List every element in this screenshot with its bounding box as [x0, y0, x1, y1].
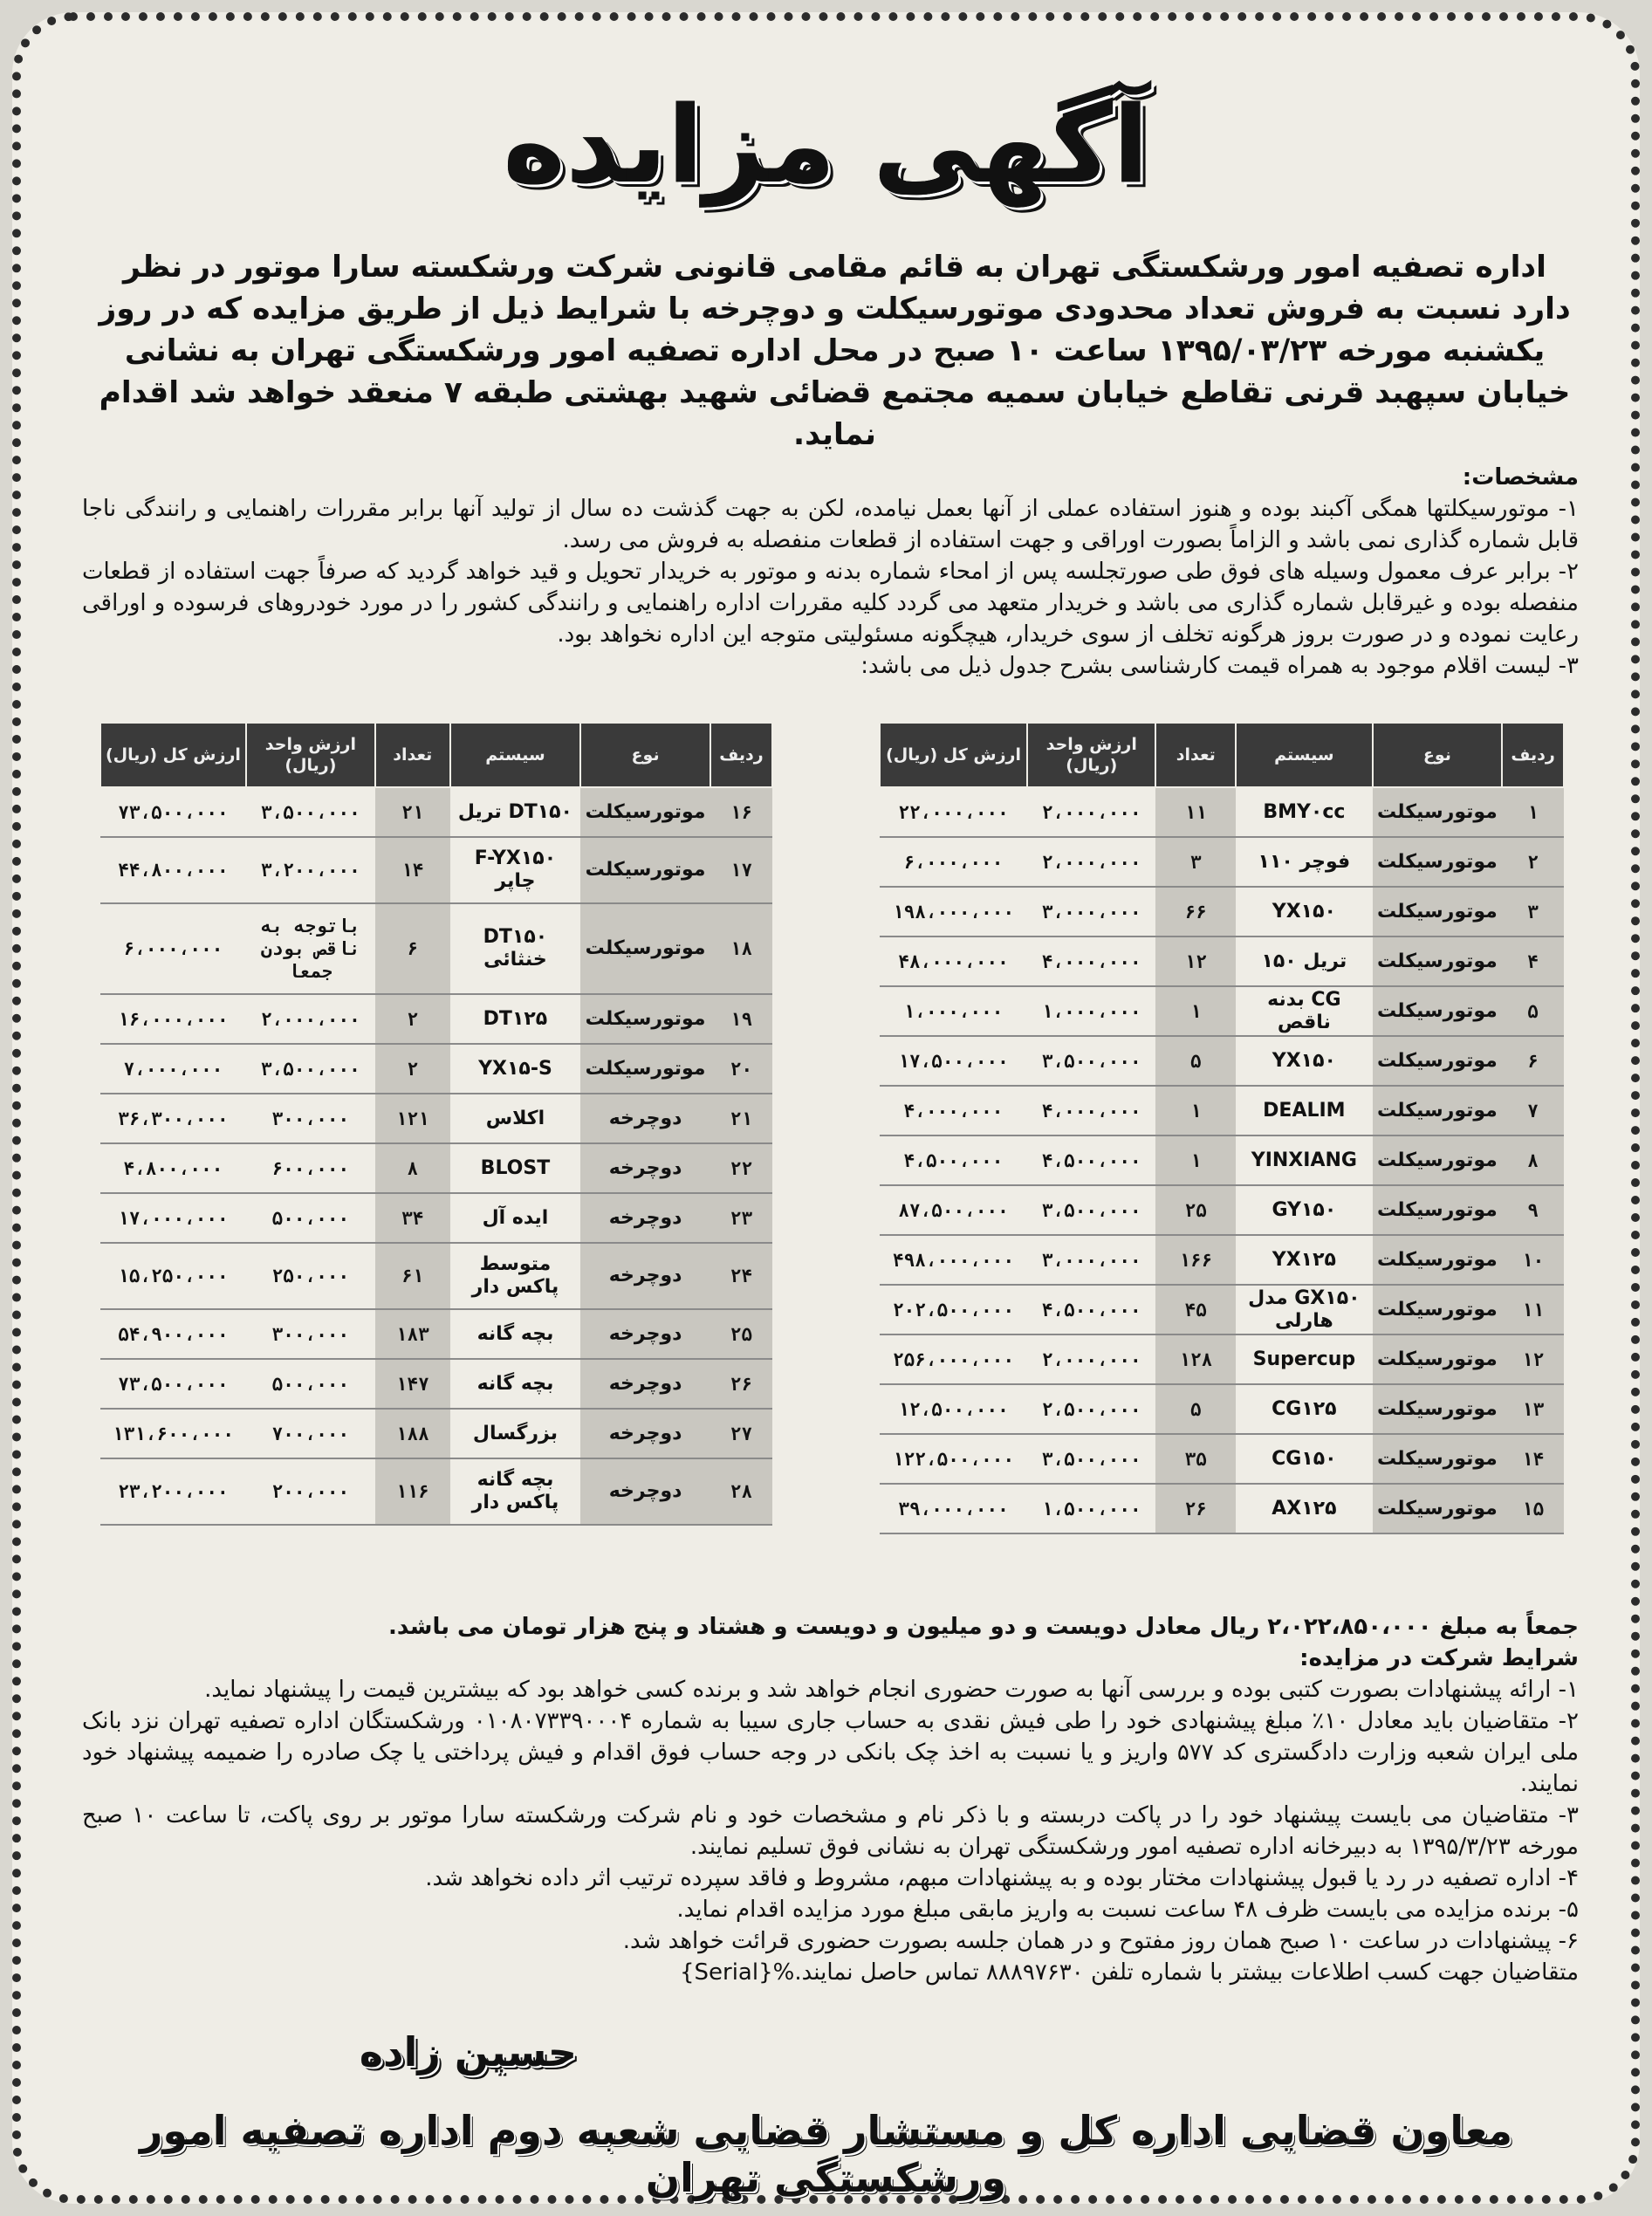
spec-item-2: ۲- برابر عرف معمول وسیله های فوق طی صورتجلسه پس از امحاء شماره بدنه و موتور به خریدار تحویل و قید خواهد گردید که صرفاً جهت استفاده از قطعات منفصله بوده و غیرقابل شماره گذاری می باشد و خریدار متعهد می گردد کلیه مقررات اداره راهنمایی و رانندگی کشور را در مورد خودروهای فرسوده و اوراقی رعایت نموده و در صورت بروز هرگونه تخلف از سوی خریدار، هیچگونه مسئولیتی متوجه این اداره نخواهد بود. — [82, 559, 1579, 648]
cell-row-number: ۲۷ — [710, 1409, 772, 1458]
cell-unit-value: ۶۰۰،۰۰۰ — [246, 1143, 375, 1193]
cell-total-value: ۳۹،۰۰۰،۰۰۰ — [880, 1484, 1027, 1533]
table-row — [100, 1243, 772, 1309]
total-amount: جمعاً به مبلغ ۲،۰۲۲،۸۵۰،۰۰۰ ریال معادل دویست و دو میلیون و دویست و هشتاد و پنج هزار تومان می باشد. — [387, 1614, 1579, 1640]
table-row — [100, 787, 772, 837]
cell-system: YX۱۲۵ — [1236, 1235, 1372, 1285]
cell-unit-value: ۳،۵۰۰،۰۰۰ — [1027, 1434, 1155, 1484]
cell-type: موتورسیکلت — [580, 837, 710, 903]
cell-unit-value: ۳،۵۰۰،۰۰۰ — [1027, 1185, 1155, 1235]
cell-total-value: ۲۵۶،۰۰۰،۰۰۰ — [880, 1334, 1027, 1384]
cell-total-value: ۲۳،۲۰۰،۰۰۰ — [100, 1458, 246, 1525]
cell-count: ۴۵ — [1155, 1285, 1236, 1334]
cell-type: دوچرخه — [580, 1359, 710, 1409]
table-row — [100, 1143, 772, 1193]
cell-total-value: ۵۴،۹۰۰،۰۰۰ — [100, 1309, 246, 1359]
cell-type: دوچرخه — [580, 1143, 710, 1193]
cell-row-number: ۴ — [1502, 936, 1564, 986]
table-row — [880, 1434, 1564, 1484]
cell-unit-value: ۴،۰۰۰،۰۰۰ — [1027, 936, 1155, 986]
cell-type: موتورسیکلت — [1373, 1484, 1503, 1533]
cell-row-number: ۱۲ — [1502, 1334, 1564, 1384]
cell-system: YX۱۵۰ — [1236, 887, 1372, 936]
cell-count: ۳۴ — [375, 1193, 450, 1243]
cell-row-number: ۱۱ — [1502, 1285, 1564, 1334]
cell-total-value: ۴۹۸،۰۰۰،۰۰۰ — [880, 1235, 1027, 1285]
condition-item-6: ۶- پیشنهادات در ساعت ۱۰ صبح همان روز مفتوح و در همان جلسه بصورت حضوری قرائت خواهد شد. — [622, 1928, 1579, 1954]
cell-row-number: ۲۴ — [710, 1243, 772, 1309]
cell-total-value: ۱۷،۵۰۰،۰۰۰ — [880, 1036, 1027, 1086]
table-row — [100, 1044, 772, 1094]
cell-count: ۱۲۸ — [1155, 1334, 1236, 1384]
table-row — [880, 1484, 1564, 1533]
col-system: سیستم — [1236, 723, 1372, 787]
cell-row-number: ۸ — [1502, 1135, 1564, 1185]
cell-total-value: ۱۶،۰۰۰،۰۰۰ — [100, 994, 246, 1044]
cell-total-value: ۳۶،۳۰۰،۰۰۰ — [100, 1094, 246, 1143]
cell-total-value: ۱۵،۲۵۰،۰۰۰ — [100, 1243, 246, 1309]
cell-count: ۱۲۱ — [375, 1094, 450, 1143]
cell-system: DT۱۵۰ تریل — [450, 787, 581, 837]
cell-system: اکلاس — [450, 1094, 581, 1143]
cell-system: بچه گانه پاکس دار — [450, 1458, 581, 1525]
table-row — [880, 1235, 1564, 1285]
cell-type: موتورسیکلت — [1373, 1235, 1503, 1285]
table-row — [880, 1384, 1564, 1434]
cell-row-number: ۲۱ — [710, 1094, 772, 1143]
table-row — [880, 936, 1564, 986]
cell-row-number: ۵ — [1502, 986, 1564, 1036]
cell-unit-value: ۴،۵۰۰،۰۰۰ — [1027, 1135, 1155, 1185]
table-row — [100, 1193, 772, 1243]
cell-row-number: ۷ — [1502, 1086, 1564, 1135]
cell-unit-value: ۲،۰۰۰،۰۰۰ — [1027, 787, 1155, 837]
table-row — [100, 1309, 772, 1359]
cell-count: ۱۲ — [1155, 936, 1236, 986]
cell-type: موتورسیکلت — [1373, 1285, 1503, 1334]
cell-total-value: ۷۳،۵۰۰،۰۰۰ — [100, 787, 246, 837]
cell-system: متوسط پاکس دار — [450, 1243, 581, 1309]
cell-type: موتورسیکلت — [1373, 1185, 1503, 1235]
table-row — [880, 1036, 1564, 1086]
cell-count: ۱ — [1155, 986, 1236, 1036]
cell-system: YX۱۵۰ — [1236, 1036, 1372, 1086]
cell-system: DT۱۵۰ خنثائی — [450, 903, 581, 994]
cell-unit-value: ۲،۰۰۰،۰۰۰ — [1027, 1334, 1155, 1384]
notice-content — [21, 21, 1631, 2201]
cell-row-number: ۱۳ — [1502, 1384, 1564, 1434]
cell-total-value: ۴۴،۸۰۰،۰۰۰ — [100, 837, 246, 903]
cell-row-number: ۱۵ — [1502, 1484, 1564, 1533]
cell-type: دوچرخه — [580, 1094, 710, 1143]
cell-count: ۱۴۷ — [375, 1359, 450, 1409]
cell-type: موتورسیکلت — [1373, 1036, 1503, 1086]
cell-row-number: ۲۰ — [710, 1044, 772, 1094]
cell-count: ۱۶۶ — [1155, 1235, 1236, 1285]
cell-count: ۳۵ — [1155, 1434, 1236, 1484]
cell-system: بچه گانه — [450, 1309, 581, 1359]
cell-system: فوچر ۱۱۰ — [1236, 837, 1372, 887]
cell-system: CG۱۲۵ — [1236, 1384, 1372, 1434]
spec-item-1: ۱- موتورسیکلتها همگی آکبند بوده و هنوز استفاده عملی از آنها بعمل نیامده، لکن به جهت گذشت ده سال از تولید آنها برابر مقررات راهنمایی و رانندگی ناجا قابل شماره گذاری نمی باشد و الزاماً بصورت اوراقی و جهت استفاده از قطعات منفصله به فروش می رسد. — [82, 496, 1579, 553]
cell-type: موتورسیکلت — [1373, 887, 1503, 936]
cell-total-value: ۲۲،۰۰۰،۰۰۰ — [880, 787, 1027, 837]
col-count: تعداد — [375, 723, 450, 787]
cell-type: موتورسیکلت — [1373, 1086, 1503, 1135]
cell-system: DEALIM — [1236, 1086, 1372, 1135]
cell-row-number: ۲۲ — [710, 1143, 772, 1193]
cell-count: ۱۱ — [1155, 787, 1236, 837]
cell-system: BMY۰cc — [1236, 787, 1372, 837]
cell-type: موتورسیکلت — [1373, 1434, 1503, 1484]
cell-unit-value: ۴،۰۰۰،۰۰۰ — [1027, 1086, 1155, 1135]
cell-row-number: ۹ — [1502, 1185, 1564, 1235]
cell-total-value: ۴،۰۰۰،۰۰۰ — [880, 1086, 1027, 1135]
cell-unit-value: ۲،۰۰۰،۰۰۰ — [1027, 837, 1155, 887]
cell-type: دوچرخه — [580, 1458, 710, 1525]
cell-unit-value: ۳،۰۰۰،۰۰۰ — [1027, 1235, 1155, 1285]
cell-count: ۶۱ — [375, 1243, 450, 1309]
condition-item-3: ۳- متقاضیان می بایست پیشنهاد خود را در پاکت دربسته و با ذکر نام و مشخصات خود و نام شرکت ورشکسته سارا موتور بر روی پاکت، تا ساعت ۱۰ صبح مورخه ۱۳۹۵/۳/۲۳ به دبیرخانه اداره تصفیه امور ورشکستگی تهران به نشانی فوق تسلیم نمایند. — [82, 1802, 1579, 1860]
cell-row-number: ۱۹ — [710, 994, 772, 1044]
cell-total-value: ۴،۸۰۰،۰۰۰ — [100, 1143, 246, 1193]
cell-total-value: ۸۷،۵۰۰،۰۰۰ — [880, 1185, 1027, 1235]
cell-row-number: ۱۷ — [710, 837, 772, 903]
table-row — [100, 903, 772, 994]
cell-total-value: ۱۲۲،۵۰۰،۰۰۰ — [880, 1434, 1027, 1484]
signer-name: حسین زاده — [359, 2028, 578, 2075]
cell-row-number: ۲۵ — [710, 1309, 772, 1359]
condition-item-2: ۲- متقاضیان باید معادل ۱۰٪ مبلغ پیشنهادی خود را طی فیش نقدی به حساب جاری سیبا به شماره ۰۱۰۸۰۷۳۳۹۰۰۰۴ ورشکستگان اداره تصفیه تهران نزد بانک ملی ایران شعبه وزارت دادگستری کد ۵۷۷ واریز و یا نسبت به اخذ چک بانکی در وجه حساب فوق اقدام و فیش پرداختی یا چک صادره را ضمیمه پیشنهاد خود نمایند. — [82, 1708, 1580, 1797]
cell-total-value: ۶،۰۰۰،۰۰۰ — [100, 903, 246, 994]
cell-row-number: ۲ — [1502, 837, 1564, 887]
cell-row-number: ۱۴ — [1502, 1434, 1564, 1484]
cell-count: ۱۴ — [375, 837, 450, 903]
cell-row-number: ۳ — [1502, 887, 1564, 936]
cell-count: ۵ — [1155, 1036, 1236, 1086]
cell-type: موتورسیکلت — [1373, 1384, 1503, 1434]
contact-line: متقاضیان جهت کسب اطلاعات بیشتر با شماره تلفن ۸۸۸۹۷۶۳۰ تماس حاصل نمایند.%{Serial} — [679, 1959, 1579, 1986]
notice-title: آگهی مزایده — [503, 83, 1149, 207]
cell-unit-value: ۲،۰۰۰،۰۰۰ — [246, 994, 375, 1044]
cell-total-value: ۷۳،۵۰۰،۰۰۰ — [100, 1359, 246, 1409]
cell-total-value: ۴،۵۰۰،۰۰۰ — [880, 1135, 1027, 1185]
cell-count: ۱ — [1155, 1086, 1236, 1135]
condition-item-4: ۴- اداره تصفیه در رد یا قبول پیشنهادات مختار بوده و به پیشنهادات مبهم، مشروط و فاقد سپرده ترتیب اثر داده نخواهد شد. — [425, 1865, 1579, 1891]
cell-system: AX۱۲۵ — [1236, 1484, 1372, 1533]
cell-unit-value: ۲،۵۰۰،۰۰۰ — [1027, 1384, 1155, 1434]
cell-system: Supercup — [1236, 1334, 1372, 1384]
cell-row-number: ۱ — [1502, 787, 1564, 837]
conditions-section — [82, 1611, 1579, 1988]
cell-unit-value: ۲۰۰،۰۰۰ — [246, 1458, 375, 1525]
cell-count: ۲۱ — [375, 787, 450, 837]
spec-item-3: ۳- لیست اقلام موجود به همراه قیمت کارشناسی بشرح جدول ذیل می باشد: — [860, 653, 1579, 679]
cell-system: YINXIANG — [1236, 1135, 1372, 1185]
cell-row-number: ۱۸ — [710, 903, 772, 994]
col-row-number: ردیف — [710, 723, 772, 787]
cell-row-number: ۲۳ — [710, 1193, 772, 1243]
col-type: نوع — [1373, 723, 1503, 787]
cell-total-value: ۲۰۲،۵۰۰،۰۰۰ — [880, 1285, 1027, 1334]
cell-type: موتورسیکلت — [580, 1044, 710, 1094]
cell-unit-value: ۳۰۰،۰۰۰ — [246, 1094, 375, 1143]
notice-frame — [12, 12, 1640, 2204]
cell-count: ۱۸۳ — [375, 1309, 450, 1359]
cell-unit-value: ۳،۰۰۰،۰۰۰ — [1027, 887, 1155, 936]
cell-unit-value: ۳،۵۰۰،۰۰۰ — [1027, 1036, 1155, 1086]
cell-system: CG بدنه ناقص — [1236, 986, 1372, 1036]
cell-system: بزرگسال — [450, 1409, 581, 1458]
table-row — [100, 1359, 772, 1409]
table-row — [880, 986, 1564, 1036]
cell-count: ۲۶ — [1155, 1484, 1236, 1533]
cell-row-number: ۱۰ — [1502, 1235, 1564, 1285]
intro-paragraph: اداره تصفیه امور ورشکستگی تهران به قائم مقامی قانونی شرکت ورشکسته سارا موتور در نظر دارد نسبت به فروش تعداد محدودی موتورسیکلت و دوچرخه با شرایط ذیل از طریق مزایده که در روز یکشنبه مورخه ۱۳۹۵/۰۳/۲۳ ساعت ۱۰ صبح در محل اداره تصفیه امور ورشکستگی تهران به نشانی خیابان سپهبد قرنی تقاطع خیابان سمیه مجتمع قضائی شهید بهشتی طبقه ۷ منعقد خواهد شد اقدام نماید. — [99, 250, 1571, 452]
cell-type: موتورسیکلت — [1373, 837, 1503, 887]
cell-unit-value: ۴،۵۰۰،۰۰۰ — [1027, 1285, 1155, 1334]
cell-type: موتورسیکلت — [1373, 1334, 1503, 1384]
cell-type: دوچرخه — [580, 1243, 710, 1309]
signer-title: معاون قضایی اداره کل و مستشار قضایی شعبه دوم اداره تصفیه امور ورشکستگی تهران — [139, 2107, 1513, 2201]
cell-total-value: ۱۷،۰۰۰،۰۰۰ — [100, 1193, 246, 1243]
cell-system: CG۱۵۰ — [1236, 1434, 1372, 1484]
cell-count: ۲ — [375, 994, 450, 1044]
cell-count: ۱۸۸ — [375, 1409, 450, 1458]
cell-count: ۲۵ — [1155, 1185, 1236, 1235]
cell-unit-value: ۲۵۰،۰۰۰ — [246, 1243, 375, 1309]
cell-total-value: ۱۳۱،۶۰۰،۰۰۰ — [100, 1409, 246, 1458]
cell-unit-value: ۷۰۰،۰۰۰ — [246, 1409, 375, 1458]
cell-count: ۳ — [1155, 837, 1236, 887]
cell-unit-value: ۳،۵۰۰،۰۰۰ — [246, 1044, 375, 1094]
table-row — [880, 887, 1564, 936]
cell-row-number: ۲۶ — [710, 1359, 772, 1409]
cell-unit-value: باتوجه به ناقص بودن جمعا — [246, 903, 375, 994]
cell-system: GX۱۵۰ مدل هارلی — [1236, 1285, 1372, 1334]
items-table-left — [99, 722, 773, 1526]
cell-system: F-YX۱۵۰ چاپر — [450, 837, 581, 903]
col-count: تعداد — [1155, 723, 1236, 787]
cell-type: موتورسیکلت — [1373, 1135, 1503, 1185]
cell-total-value: ۴۸،۰۰۰،۰۰۰ — [880, 936, 1027, 986]
cell-unit-value: ۳،۵۰۰،۰۰۰ — [246, 787, 375, 837]
cell-total-value: ۱۲،۵۰۰،۰۰۰ — [880, 1384, 1027, 1434]
col-unit-value: ارزش واحد (ریال) — [246, 723, 375, 787]
cell-total-value: ۷،۰۰۰،۰۰۰ — [100, 1044, 246, 1094]
cell-count: ۲ — [375, 1044, 450, 1094]
cell-system: GY۱۵۰ — [1236, 1185, 1372, 1235]
cell-type: موتورسیکلت — [580, 903, 710, 994]
cell-row-number: ۱۶ — [710, 787, 772, 837]
table-row — [880, 1086, 1564, 1135]
cell-unit-value: ۳،۲۰۰،۰۰۰ — [246, 837, 375, 903]
cell-type: دوچرخه — [580, 1193, 710, 1243]
cell-system: BLOST — [450, 1143, 581, 1193]
cell-unit-value: ۱،۵۰۰،۰۰۰ — [1027, 1484, 1155, 1533]
table-row — [100, 1458, 772, 1525]
cell-count: ۱ — [1155, 1135, 1236, 1185]
cell-type: دوچرخه — [580, 1309, 710, 1359]
col-type: نوع — [580, 723, 710, 787]
table-row — [880, 1185, 1564, 1235]
cell-total-value: ۱۹۸،۰۰۰،۰۰۰ — [880, 887, 1027, 936]
cell-count: ۶ — [375, 903, 450, 994]
cell-unit-value: ۵۰۰،۰۰۰ — [246, 1359, 375, 1409]
cell-type: موتورسیکلت — [580, 994, 710, 1044]
table-header-row — [100, 723, 772, 787]
col-total-value: ارزش کل (ریال) — [880, 723, 1027, 787]
cell-type: موتورسیکلت — [580, 787, 710, 837]
cell-count: ۵ — [1155, 1384, 1236, 1434]
table-row — [100, 994, 772, 1044]
conditions-heading: شرایط شرکت در مزایده: — [1299, 1645, 1579, 1671]
cell-unit-value: ۱،۰۰۰،۰۰۰ — [1027, 986, 1155, 1036]
specs-section — [82, 462, 1579, 682]
cell-total-value: ۶،۰۰۰،۰۰۰ — [880, 837, 1027, 887]
cell-total-value: ۱،۰۰۰،۰۰۰ — [880, 986, 1027, 1036]
items-tables — [99, 722, 1565, 1565]
table-row — [880, 1334, 1564, 1384]
cell-count: ۶۶ — [1155, 887, 1236, 936]
cell-system: DT۱۲۵ — [450, 994, 581, 1044]
condition-item-5: ۵- برنده مزایده می بایست ظرف ۴۸ ساعت نسبت به واریز مابقی مبلغ مورد مزایده اقدام نماید. — [676, 1897, 1579, 1923]
col-system: سیستم — [450, 723, 581, 787]
table-row — [100, 837, 772, 903]
col-row-number: ردیف — [1502, 723, 1564, 787]
cell-row-number: ۶ — [1502, 1036, 1564, 1086]
condition-item-1: ۱- ارائه پیشنهادات بصورت کتبی بوده و بررسی آنها به صورت حضوری انجام خواهد شد و برنده کسی خواهد بود که بیشترین قیمت را پیشنهاد نماید. — [204, 1677, 1579, 1703]
cell-system: بچه گانه — [450, 1359, 581, 1409]
cell-type: موتورسیکلت — [1373, 986, 1503, 1036]
col-total-value: ارزش کل (ریال) — [100, 723, 246, 787]
col-unit-value: ارزش واحد (ریال) — [1027, 723, 1155, 787]
cell-row-number: ۲۸ — [710, 1458, 772, 1525]
cell-unit-value: ۵۰۰،۰۰۰ — [246, 1193, 375, 1243]
table-row — [100, 1094, 772, 1143]
table-header-row — [880, 723, 1564, 787]
cell-type: موتورسیکلت — [1373, 936, 1503, 986]
cell-type: موتورسیکلت — [1373, 787, 1503, 837]
table-row — [880, 1135, 1564, 1185]
cell-system: YX۱۵-S — [450, 1044, 581, 1094]
cell-system: تریل ۱۵۰ — [1236, 936, 1372, 986]
cell-count: ۱۱۶ — [375, 1458, 450, 1525]
cell-type: دوچرخه — [580, 1409, 710, 1458]
table-row — [100, 1409, 772, 1458]
table-row — [880, 1285, 1564, 1334]
cell-system: ایده آل — [450, 1193, 581, 1243]
table-row — [880, 787, 1564, 837]
cell-count: ۸ — [375, 1143, 450, 1193]
specs-heading: مشخصات: — [1462, 464, 1579, 491]
items-table-right — [879, 722, 1565, 1534]
cell-unit-value: ۳۰۰،۰۰۰ — [246, 1309, 375, 1359]
table-row — [880, 837, 1564, 887]
